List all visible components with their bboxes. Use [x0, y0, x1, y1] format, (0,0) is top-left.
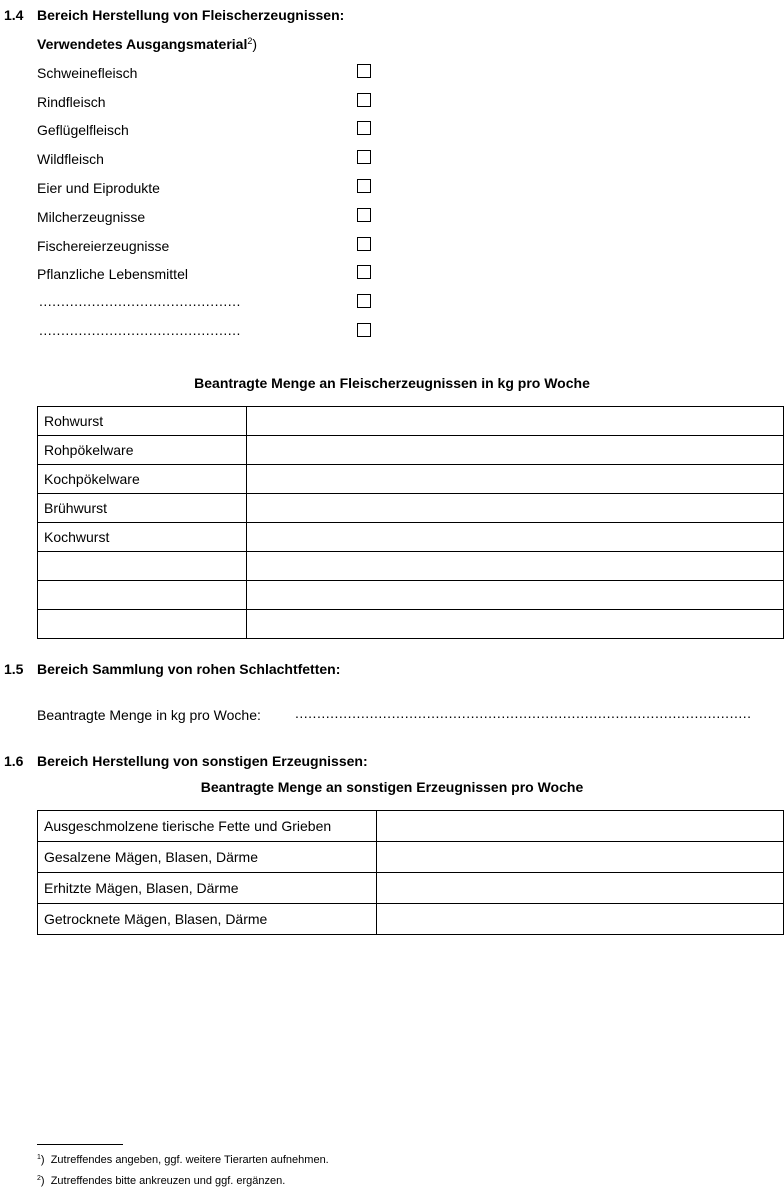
meat-products-table-title: Beantragte Menge an Fleischerzeugnissen in kg pro Woche [194, 375, 590, 391]
quantity-cell[interactable] [247, 407, 784, 436]
material-option [37, 121, 377, 141]
table-row [38, 610, 784, 639]
material-checkbox[interactable] [357, 179, 371, 193]
material-checkbox[interactable] [357, 121, 371, 135]
product-name: Ausgeschmolzene tierische Fette und Grieben [38, 811, 377, 842]
quantity-cell[interactable] [247, 581, 784, 610]
material-option [37, 265, 377, 285]
material-blank-line[interactable]: .............................................. [39, 293, 241, 309]
table-row [38, 552, 784, 581]
product-name: Kochwurst [38, 523, 247, 552]
material-label: Wildfleisch [37, 151, 104, 167]
section-1-6-heading [4, 753, 368, 769]
section-title: Bereich Herstellung von sonstigen Erzeugnissen: [37, 753, 368, 769]
material-label: Pflanzliche Lebensmittel [37, 266, 188, 282]
table-row [38, 842, 784, 873]
footnote-text: Zutreffendes angeben, ggf. weitere Tierarten aufnehmen. [50, 1154, 329, 1166]
material-heading [37, 36, 257, 52]
table-row [38, 873, 784, 904]
footnote-text: Zutreffendes bitte ankreuzen und ggf. ergänzen. [50, 1175, 286, 1187]
section-1-5-heading [4, 661, 340, 677]
product-name: Rohwurst [38, 407, 247, 436]
table-row [38, 811, 784, 842]
material-option [37, 237, 377, 257]
product-name: Kochpökelware [38, 465, 247, 494]
material-label: Rindfleisch [37, 94, 106, 110]
product-name-blank[interactable] [38, 552, 247, 581]
material-checkbox[interactable] [357, 208, 371, 222]
footnote-ref: 2 [247, 36, 253, 46]
product-name: Getrocknete Mägen, Blasen, Därme [38, 904, 377, 935]
material-label: Schweinefleisch [37, 65, 138, 81]
meat-products-table [37, 406, 784, 639]
material-checkbox[interactable] [357, 265, 371, 279]
quantity-cell[interactable] [247, 465, 784, 494]
material-option [37, 93, 377, 113]
material-label: Eier und Eiprodukte [37, 180, 160, 196]
quantity-cell[interactable] [247, 610, 784, 639]
material-heading-text: Verwendetes Ausgangsmaterial [37, 36, 248, 52]
quantity-cell[interactable] [377, 842, 784, 873]
quantity-cell[interactable] [377, 873, 784, 904]
table-row [38, 436, 784, 465]
section-1-4-heading [4, 7, 344, 23]
table-row [38, 523, 784, 552]
material-option [37, 208, 377, 228]
footnote-2 [37, 1175, 285, 1187]
footnote-paren: ) [40, 1175, 45, 1187]
material-checkbox[interactable] [357, 150, 371, 164]
material-option [37, 179, 377, 199]
section-number: 1.6 [4, 753, 24, 769]
fat-amount-label: Beantragte Menge in kg pro Woche: [37, 707, 261, 723]
table-row [38, 465, 784, 494]
material-checkbox[interactable] [357, 294, 371, 308]
product-name: Rohpökelware [38, 436, 247, 465]
other-products-table-title: Beantragte Menge an sonstigen Erzeugnissen pro Woche [200, 779, 584, 795]
product-name-blank[interactable] [38, 581, 247, 610]
material-label: Milcherzeugnisse [37, 209, 146, 225]
quantity-cell[interactable] [377, 904, 784, 935]
footnote-paren: ) [40, 1154, 45, 1166]
table-row [38, 581, 784, 610]
table-row [38, 904, 784, 935]
product-name: Erhitzte Mägen, Blasen, Därme [38, 873, 377, 904]
material-label: Fischereierzeugnisse [37, 238, 170, 254]
quantity-cell[interactable] [247, 523, 784, 552]
quantity-cell[interactable] [247, 436, 784, 465]
material-checkbox[interactable] [357, 323, 371, 337]
product-name: Brühwurst [38, 494, 247, 523]
other-products-table [37, 810, 784, 935]
material-option [37, 150, 377, 170]
section-title: Bereich Sammlung von rohen Schlachtfetten: [37, 661, 341, 677]
material-option [37, 64, 377, 84]
footnote-divider [37, 1144, 123, 1145]
material-checkbox[interactable] [357, 237, 371, 251]
quantity-cell[interactable] [247, 552, 784, 581]
table-row [38, 494, 784, 523]
table-row [38, 407, 784, 436]
section-title: Bereich Herstellung von Fleischerzeugnissen: [37, 7, 345, 23]
material-checkbox[interactable] [357, 64, 371, 78]
footnote-ref: 1 [37, 1154, 41, 1161]
quantity-cell[interactable] [377, 811, 784, 842]
section-number: 1.5 [4, 661, 24, 677]
footnote-paren: ) [252, 36, 258, 52]
material-label: Geflügelfleisch [37, 122, 129, 138]
material-checkbox[interactable] [357, 93, 371, 107]
material-option-blank [37, 323, 377, 343]
fat-amount-field[interactable]: ........................................................................................................ [295, 705, 752, 721]
material-option-blank [37, 294, 377, 314]
quantity-cell[interactable] [247, 494, 784, 523]
section-number: 1.4 [4, 7, 24, 23]
product-name-blank[interactable] [38, 610, 247, 639]
material-blank-line[interactable]: .............................................. [39, 322, 241, 338]
footnote-ref: 2 [37, 1175, 41, 1182]
footnote-1 [37, 1154, 329, 1166]
product-name: Gesalzene Mägen, Blasen, Därme [38, 842, 377, 873]
